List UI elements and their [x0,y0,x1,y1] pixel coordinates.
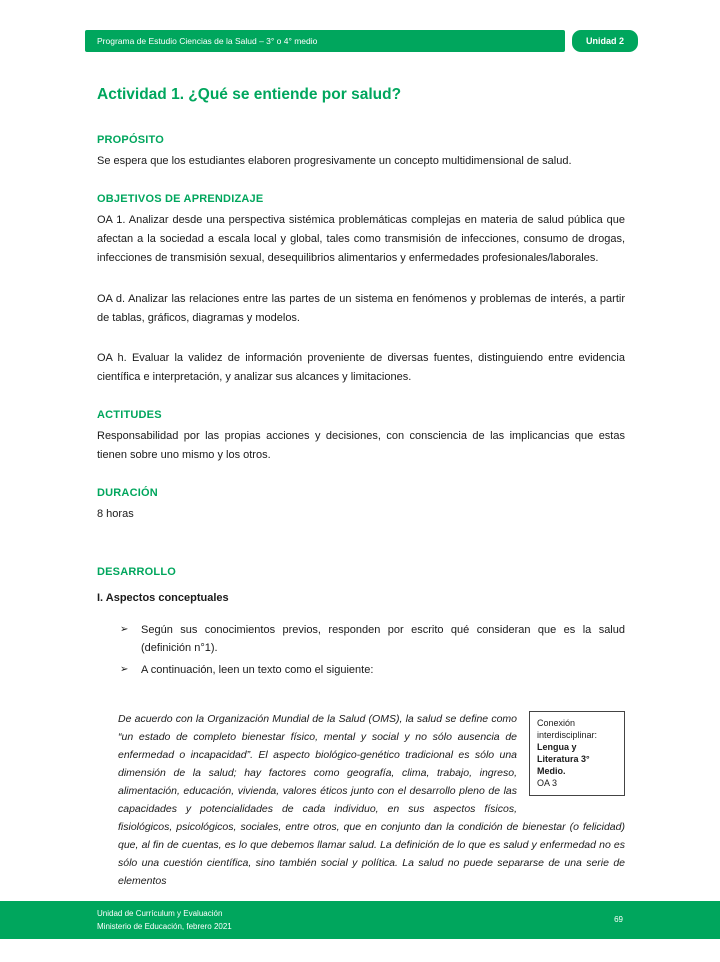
bullet-text: A continuación, leen un texto como el siguiente: [141,664,374,677]
duracion-heading: DURACIÓN [97,487,158,500]
oah-paragraph: OA h. Evaluar la validez de información proveniente de diversas fuentes, distinguiendo entre evidencia científica e interpretación, y analizar sus alcances y limitaciones. [97,352,625,384]
bullet-arrow-icon: ➢ [120,664,129,676]
footer-line1: Unidad de Currículum y Evaluación [97,908,223,918]
bullet-item [120,622,625,657]
proposito-heading: PROPÓSITO [97,134,164,146]
footer-left [97,907,232,933]
footer-line2: Ministerio de Educación, febrero 2021 [97,921,232,931]
desarrollo-heading: DESARROLLO [97,565,176,578]
page-header [85,30,638,52]
connection-box-oa: OA 3 [537,778,558,789]
oa1-paragraph: OA 1. Analizar desde una perspectiva sistémica problemáticas complejas en materia de salud pública que afectan a la sociedad a escala local y global, tales como transmisión de infecciones, consumo de drogas, infecciones de transmisión sexual, desequilibrios alimentarios y enfermedades profesionales/laborales. [97,213,625,264]
proposito-body: Se espera que los estudiantes elaboren progresivamente un concepto multidimensional de salud. [97,155,572,167]
duracion-body: 8 horas [97,508,134,521]
quote-paragraph: De acuerdo con la Organización Mundial de la Salud (OMS), la salud se define como “un estado de completo bienestar físico, mental y social y no sólo ausencia de enfermedad o incapacidad”. El aspecto biológico-genético tradicional es sólo una dimensión de la salud; hay factores como geografía, clima, trabajo, ingreso, alimentación, educación, vivienda, valores éticos junto con el desarrollo pleno de las capacidades y potencialidades de cada individuo, en sus aspectos físicos, fisiológicos, psicológicos, sociales, entre otros, que en conjunto dan la condición de bienestar (o felicidad) que, al fin de cuentas, es lo que debemos llamar salud. La definición de lo que es salud y enfermedad no es sólo una cuestión científica, sino también social y política. La salud no puede separarse de una serie de elementos [118,712,625,888]
footer-bar [0,901,720,939]
document-page [0,30,720,931]
document-content [97,86,625,890]
aspectos-conceptuales-subheading: I. Aspectos conceptuales [97,591,229,604]
actitudes-body: Responsabilidad por las propias acciones y decisiones, con consciencia de las implicancias que estas tienen sobre uno mismo y los otros. [97,430,625,462]
connection-box-intro: Conexión interdisciplinar: [537,717,598,740]
activity-title: Actividad 1. ¿Qué se entiende por salud? [97,86,402,103]
bullet-arrow-icon: ➢ [120,623,129,635]
unit-badge-label: Unidad 2 [585,36,624,46]
connection-box [529,711,625,796]
objetivos-heading: OBJETIVOS DE APRENDIZAJE [97,192,264,205]
connection-box-subject: Lengua y Literatura 3° Medio. [537,742,590,777]
header-bar [85,30,565,52]
unit-badge [572,30,638,52]
bullet-list [97,622,625,680]
program-title: Programa de Estudio Ciencias de la Salud – 3° o 4° medio [97,36,318,46]
oad-paragraph: OA d. Analizar las relaciones entre las partes de un sistema en fenómenos y problemas de interés, a partir de tablas, gráficos, diagramas y modelos. [97,292,625,324]
quote-section [118,710,625,890]
bullet-item [120,662,625,680]
actitudes-heading: ACTITUDES [97,409,162,422]
footer-page-number: 69 [614,915,623,925]
bullet-text: Según sus conocimientos previos, responden por escrito qué consideran que es la salud (definición n°1). [141,623,625,654]
